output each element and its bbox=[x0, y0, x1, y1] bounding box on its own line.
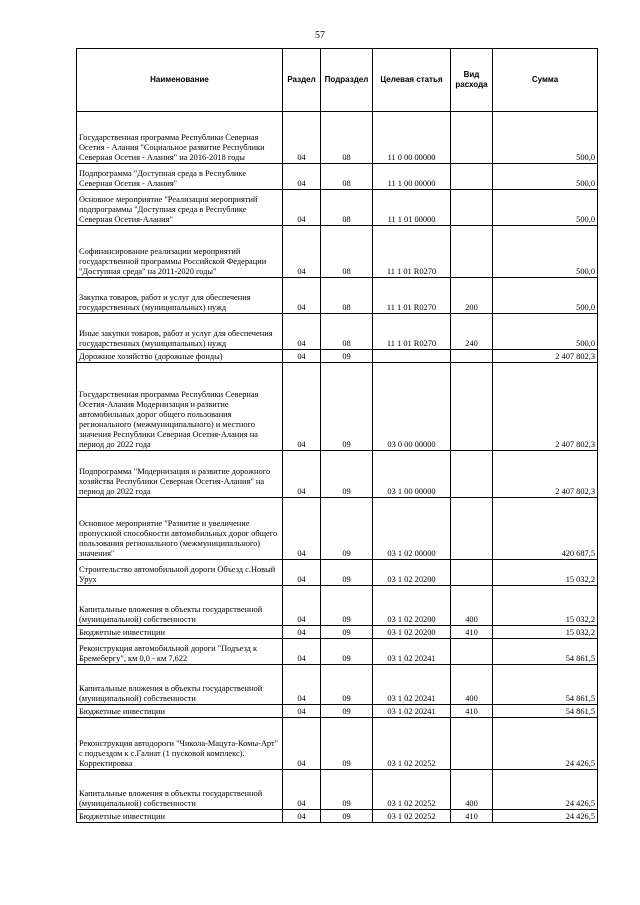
row-name-cell: Государственная программа Республики Северная Осетия-Алания Модернизация и развитие автомобильных дорог общего пользования регионального (межмуниципального) и местного значения Республики Северная Осетия-Алания на период до 2022 года bbox=[77, 363, 283, 451]
row-name-cell: Государственная программа Республики Северная Осетия - Алания "Социальное развитие Республики Северная Осетия - Алания" на 2016-2018 годы bbox=[77, 112, 283, 164]
row-amount-cell: 24 426,5 bbox=[493, 810, 598, 823]
row-subsection-cell: 09 bbox=[321, 705, 373, 718]
row-subsection-cell: 08 bbox=[321, 226, 373, 278]
row-section-cell: 04 bbox=[283, 350, 321, 363]
row-name-cell: Капитальные вложения в объекты государственной (муниципальной) собственности bbox=[77, 665, 283, 705]
row-subsection-cell: 09 bbox=[321, 498, 373, 560]
row-subsection-cell: 08 bbox=[321, 112, 373, 164]
table-row bbox=[77, 705, 598, 718]
row-subsection-cell: 09 bbox=[321, 770, 373, 810]
table-row bbox=[77, 451, 598, 498]
table-header-row bbox=[77, 49, 598, 112]
row-subsection-cell: 09 bbox=[321, 639, 373, 665]
row-expense-type-cell bbox=[451, 639, 493, 665]
row-section-cell: 04 bbox=[283, 770, 321, 810]
row-section-cell: 04 bbox=[283, 560, 321, 586]
table-row bbox=[77, 498, 598, 560]
header-subsection: Подраздел bbox=[321, 49, 373, 112]
row-target-cell: 03 1 02 20200 bbox=[373, 626, 451, 639]
row-target-cell bbox=[373, 350, 451, 363]
row-section-cell: 04 bbox=[283, 226, 321, 278]
header-section: Раздел bbox=[283, 49, 321, 112]
table-row bbox=[77, 226, 598, 278]
row-section-cell: 04 bbox=[283, 810, 321, 823]
table-row bbox=[77, 718, 598, 770]
row-section-cell: 04 bbox=[283, 705, 321, 718]
row-expense-type-cell: 410 bbox=[451, 626, 493, 639]
row-amount-cell: 54 861,5 bbox=[493, 639, 598, 665]
row-section-cell: 04 bbox=[283, 112, 321, 164]
row-expense-type-cell: 240 bbox=[451, 314, 493, 350]
row-expense-type-cell bbox=[451, 164, 493, 190]
table-row bbox=[77, 810, 598, 823]
row-target-cell: 11 1 01 R0270 bbox=[373, 314, 451, 350]
row-target-cell: 03 1 02 20252 bbox=[373, 770, 451, 810]
row-target-cell: 03 1 02 20200 bbox=[373, 560, 451, 586]
row-amount-cell: 54 861,5 bbox=[493, 665, 598, 705]
row-target-cell: 03 1 00 00000 bbox=[373, 451, 451, 498]
row-expense-type-cell bbox=[451, 190, 493, 226]
row-target-cell: 03 1 02 20241 bbox=[373, 665, 451, 705]
row-name-cell: Реконструкция автодороги "Чикола-Мацута-Комы-Арт" с подъездом к с.Галиат (1 пусковой комплекс). Корректировка bbox=[77, 718, 283, 770]
row-subsection-cell: 08 bbox=[321, 190, 373, 226]
table-row bbox=[77, 112, 598, 164]
row-expense-type-cell: 400 bbox=[451, 665, 493, 705]
row-name-cell: Подпрограмма "Доступная среда в Республике Северная Осетия - Алания" bbox=[77, 164, 283, 190]
row-target-cell: 11 1 01 R0270 bbox=[373, 278, 451, 314]
row-amount-cell: 500,0 bbox=[493, 164, 598, 190]
table-row bbox=[77, 639, 598, 665]
row-subsection-cell: 09 bbox=[321, 586, 373, 626]
row-section-cell: 04 bbox=[283, 363, 321, 451]
row-amount-cell: 500,0 bbox=[493, 190, 598, 226]
row-expense-type-cell: 410 bbox=[451, 705, 493, 718]
row-subsection-cell: 09 bbox=[321, 718, 373, 770]
row-amount-cell: 500,0 bbox=[493, 226, 598, 278]
row-name-cell: Дорожное хозяйство (дорожные фонды) bbox=[77, 350, 283, 363]
table-row bbox=[77, 278, 598, 314]
row-section-cell: 04 bbox=[283, 718, 321, 770]
row-target-cell: 11 0 00 00000 bbox=[373, 112, 451, 164]
row-subsection-cell: 09 bbox=[321, 363, 373, 451]
row-amount-cell: 24 426,5 bbox=[493, 770, 598, 810]
row-expense-type-cell bbox=[451, 112, 493, 164]
row-name-cell: Бюджетные инвестиции bbox=[77, 705, 283, 718]
row-name-cell: Капитальные вложения в объекты государственной (муниципальной) собственности bbox=[77, 770, 283, 810]
row-target-cell: 03 1 02 20252 bbox=[373, 810, 451, 823]
row-subsection-cell: 09 bbox=[321, 451, 373, 498]
row-subsection-cell: 09 bbox=[321, 810, 373, 823]
row-section-cell: 04 bbox=[283, 665, 321, 705]
row-expense-type-cell: 400 bbox=[451, 770, 493, 810]
row-expense-type-cell: 200 bbox=[451, 278, 493, 314]
row-section-cell: 04 bbox=[283, 190, 321, 226]
row-amount-cell: 2 407 802,3 bbox=[493, 363, 598, 451]
row-name-cell: Софинансирование реализации мероприятий государственной программы Российской Федерации "Доступная среда" на 2011-2020 годы" bbox=[77, 226, 283, 278]
row-amount-cell: 2 407 802,3 bbox=[493, 451, 598, 498]
table-row bbox=[77, 586, 598, 626]
table-row bbox=[77, 363, 598, 451]
row-section-cell: 04 bbox=[283, 639, 321, 665]
row-name-cell: Основное мероприятие "Реализация мероприятий подпрограммы "Доступная среда в Республике Северная Осетия-Алания" bbox=[77, 190, 283, 226]
row-section-cell: 04 bbox=[283, 164, 321, 190]
row-target-cell: 03 1 02 20241 bbox=[373, 705, 451, 718]
row-target-cell: 03 0 00 00000 bbox=[373, 363, 451, 451]
row-subsection-cell: 09 bbox=[321, 350, 373, 363]
row-name-cell: Реконструкция автомобильной дороги "Подъезд к Бремебергу", км 0,0 - км 7,622 bbox=[77, 639, 283, 665]
row-name-cell: Основное мероприятие "Развитие и увеличение пропускной способности автомобильных дорог общего пользования регионального (межмуниципального) значения" bbox=[77, 498, 283, 560]
budget-table bbox=[76, 48, 598, 823]
row-section-cell: 04 bbox=[283, 626, 321, 639]
table-row bbox=[77, 665, 598, 705]
row-section-cell: 04 bbox=[283, 586, 321, 626]
row-name-cell: Закупка товаров, работ и услуг для обеспечения государственных (муниципальных) нужд bbox=[77, 278, 283, 314]
row-subsection-cell: 08 bbox=[321, 164, 373, 190]
row-amount-cell: 24 426,5 bbox=[493, 718, 598, 770]
row-section-cell: 04 bbox=[283, 278, 321, 314]
table-row bbox=[77, 626, 598, 639]
row-target-cell: 03 1 02 20241 bbox=[373, 639, 451, 665]
row-subsection-cell: 09 bbox=[321, 560, 373, 586]
row-expense-type-cell bbox=[451, 350, 493, 363]
row-target-cell: 11 1 01 R0270 bbox=[373, 226, 451, 278]
row-subsection-cell: 09 bbox=[321, 665, 373, 705]
table-row bbox=[77, 314, 598, 350]
row-amount-cell: 420 687,5 bbox=[493, 498, 598, 560]
row-amount-cell: 500,0 bbox=[493, 278, 598, 314]
row-amount-cell: 54 861,5 bbox=[493, 705, 598, 718]
row-name-cell: Строительство автомобильной дороги Объезд с.Новый Урух bbox=[77, 560, 283, 586]
row-name-cell: Бюджетные инвестиции bbox=[77, 810, 283, 823]
table-row bbox=[77, 164, 598, 190]
row-subsection-cell: 08 bbox=[321, 278, 373, 314]
header-target: Целевая статья bbox=[373, 49, 451, 112]
row-target-cell: 11 1 01 00000 bbox=[373, 190, 451, 226]
row-target-cell: 11 1 00 00000 bbox=[373, 164, 451, 190]
row-target-cell: 03 1 02 20252 bbox=[373, 718, 451, 770]
row-expense-type-cell: 400 bbox=[451, 586, 493, 626]
table-body bbox=[77, 112, 598, 823]
table-row bbox=[77, 560, 598, 586]
row-amount-cell: 500,0 bbox=[493, 314, 598, 350]
row-name-cell: Капитальные вложения в объекты государственной (муниципальной) собственности bbox=[77, 586, 283, 626]
row-amount-cell: 15 032,2 bbox=[493, 560, 598, 586]
row-subsection-cell: 08 bbox=[321, 314, 373, 350]
row-expense-type-cell: 410 bbox=[451, 810, 493, 823]
row-name-cell: Иные закупки товаров, работ и услуг для обеспечения государственных (муниципальных) нужд bbox=[77, 314, 283, 350]
table-row bbox=[77, 770, 598, 810]
header-name: Наименование bbox=[77, 49, 283, 112]
row-expense-type-cell bbox=[451, 560, 493, 586]
row-name-cell: Подпрограмма "Модернизация и развитие дорожного хозяйства Республики Северная Осетия-Алания" на период до 2022 года bbox=[77, 451, 283, 498]
table-row bbox=[77, 350, 598, 363]
row-expense-type-cell bbox=[451, 451, 493, 498]
row-name-cell: Бюджетные инвестиции bbox=[77, 626, 283, 639]
row-expense-type-cell bbox=[451, 498, 493, 560]
page-number: 57 bbox=[315, 30, 325, 41]
header-amount: Сумма bbox=[493, 49, 598, 112]
row-amount-cell: 2 407 802,3 bbox=[493, 350, 598, 363]
row-section-cell: 04 bbox=[283, 498, 321, 560]
row-subsection-cell: 09 bbox=[321, 626, 373, 639]
header-expense-type: Вид расхода bbox=[451, 49, 493, 112]
row-target-cell: 03 1 02 20200 bbox=[373, 586, 451, 626]
row-amount-cell: 500,0 bbox=[493, 112, 598, 164]
row-expense-type-cell bbox=[451, 718, 493, 770]
row-amount-cell: 15 032,2 bbox=[493, 586, 598, 626]
row-amount-cell: 15 032,2 bbox=[493, 626, 598, 639]
row-section-cell: 04 bbox=[283, 451, 321, 498]
row-expense-type-cell bbox=[451, 226, 493, 278]
row-target-cell: 03 1 02 00000 bbox=[373, 498, 451, 560]
row-expense-type-cell bbox=[451, 363, 493, 451]
table-row bbox=[77, 190, 598, 226]
row-section-cell: 04 bbox=[283, 314, 321, 350]
